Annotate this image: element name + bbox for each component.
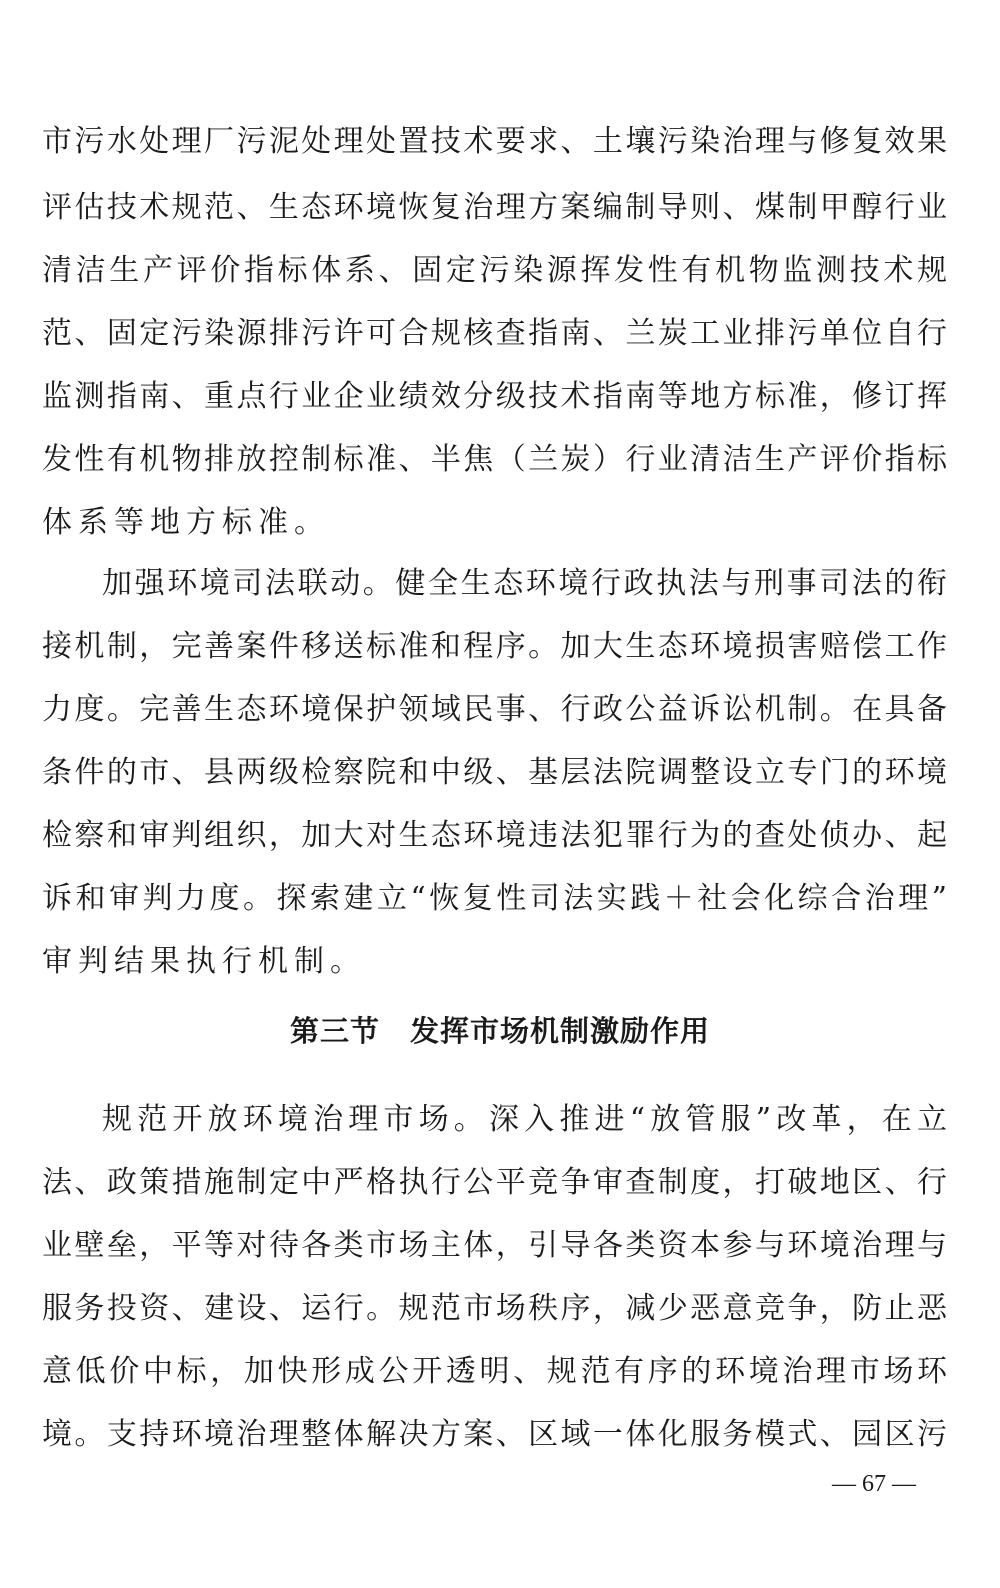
paragraph-line: 监测指南、重点行业企业绩效分级技术指南等地方标准，修订挥: [42, 379, 947, 414]
paragraph-line: 境。支持环境治理整体解决方案、区域一体化服务模式、园区污: [42, 1417, 947, 1452]
paragraph-line: 接机制，完善案件移送标准和程序。加大生态环境损害赔偿工作: [42, 629, 947, 664]
paragraph-line: 规范开放环境治理市场。深入推进“放管服”改革，在立: [102, 1102, 947, 1137]
paragraph-line: 力度。完善生态环境保护领域民事、行政公益诉讼机制。在具备: [42, 692, 947, 727]
paragraph-line: 业壁垒，平等对待各类市场主体，引导各类资本参与环境治理与: [42, 1228, 947, 1263]
paragraph-line: 市污水处理厂污泥处理处置技术要求、土壤污染治理与修复效果: [42, 124, 947, 159]
paragraph-line: 加强环境司法联动。健全生态环境行政执法与刑事司法的衔: [102, 566, 947, 601]
paragraph-line: 清洁生产评价指标体系、固定污染源挥发性有机物监测技术规: [42, 253, 947, 288]
paragraph-line: 服务投资、建设、运行。规范市场秩序，减少恶意竞争，防止恶: [42, 1291, 947, 1326]
section-heading: 第三节 发挥市场机制激励作用: [289, 1014, 710, 1048]
paragraph-line: 检察和审判组织，加大对生态环境违法犯罪行为的查处侦办、起: [42, 818, 947, 853]
paragraph-line: 审判结果执行机制。: [42, 944, 366, 979]
page-number: — 67 —: [832, 1471, 916, 1497]
paragraph-line: 发性有机物排放控制标准、半焦（兰炭）行业清洁生产评价指标: [42, 442, 947, 477]
paragraph-line: 范、固定污染源排污许可合规核查指南、兰炭工业排污单位自行: [42, 316, 947, 351]
paragraph-line: 条件的市、县两级检察院和中级、基层法院调整设立专门的环境: [42, 755, 947, 790]
paragraph-line: 诉和审判力度。探索建立“恢复性司法实践＋社会化综合治理”: [42, 881, 947, 916]
paragraph-line: 法、政策措施制定中严格执行公平竞争审查制度，打破地区、行: [42, 1165, 947, 1200]
paragraph-line: 评估技术规范、生态环境恢复治理方案编制导则、煤制甲醇行业: [42, 190, 947, 225]
paragraph-line: 体系等地方标准。: [42, 505, 330, 540]
paragraph-line: 意低价中标，加快形成公开透明、规范有序的环境治理市场环: [42, 1354, 947, 1389]
